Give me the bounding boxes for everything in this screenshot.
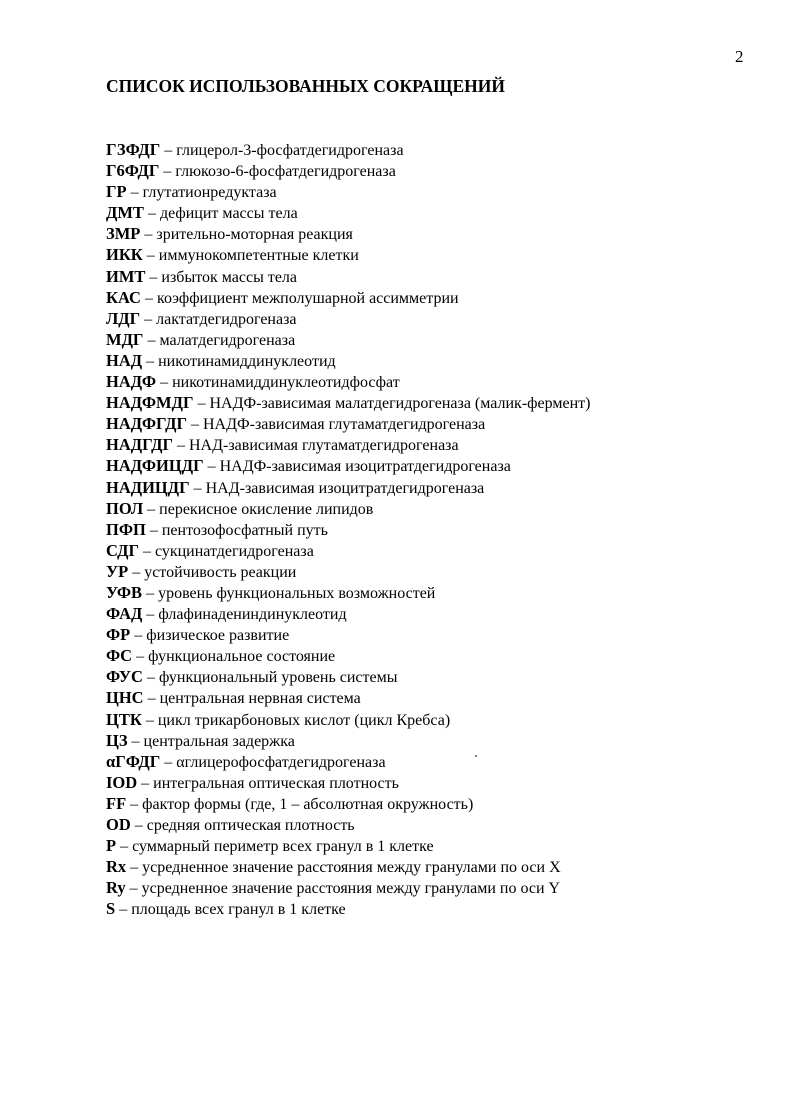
abbreviation-separator: –	[147, 690, 156, 708]
abbreviation-separator: –	[130, 184, 139, 202]
abbreviation-separator: –	[193, 479, 202, 497]
abbreviation-item	[106, 687, 776, 708]
abbreviation-item	[106, 244, 776, 265]
abbreviation-item	[106, 455, 776, 476]
abbreviation-separator: –	[149, 268, 158, 286]
abbreviation-separator: –	[160, 374, 169, 392]
page-number: 2	[735, 47, 744, 66]
abbreviation-definition: дефицит массы тела	[159, 205, 298, 223]
abbreviation-term: ФР	[106, 625, 131, 645]
abbreviation-term: УФВ	[106, 582, 143, 602]
abbreviation-separator: –	[129, 880, 138, 898]
abbreviation-separator: –	[147, 205, 156, 223]
abbreviation-separator: –	[119, 901, 128, 919]
abbreviation-separator: –	[144, 310, 153, 328]
abbreviation-definition: функциональный уровень системы	[158, 669, 398, 687]
abbreviation-separator: –	[132, 563, 141, 581]
abbreviation-item	[106, 603, 776, 624]
abbreviation-separator: –	[147, 331, 156, 349]
abbreviation-definition: функциональное состояние	[148, 648, 336, 666]
abbreviation-item	[106, 413, 776, 434]
abbreviation-item	[106, 519, 776, 540]
abbreviation-term: НАДФИЦДГ	[106, 456, 204, 476]
abbreviation-definition: пентозофосфатный путь	[161, 521, 328, 539]
abbreviation-item	[106, 498, 776, 519]
abbreviation-definition: усредненное значение расстояния между гранулами по оси Y	[141, 880, 561, 898]
abbreviation-separator: –	[134, 627, 143, 645]
abbreviation-definition: НАДФ-зависимая глутаматдегидрогеназа	[202, 416, 486, 434]
abbreviation-separator: –	[146, 669, 155, 687]
abbreviation-term: FF	[106, 793, 127, 813]
abbreviation-definition: зрительно-моторная реакция	[156, 226, 353, 244]
abbreviation-separator: –	[149, 521, 158, 539]
abbreviation-term: ЦТК	[106, 709, 142, 729]
abbreviation-definition: цикл трикарбоновых кислот (цикл Кребса)	[157, 711, 451, 729]
abbreviation-item	[106, 139, 776, 160]
abbreviation-separator: –	[130, 859, 139, 877]
abbreviation-item	[106, 287, 776, 308]
abbreviation-term: НАД	[106, 350, 143, 370]
abbreviation-term: СДГ	[106, 540, 139, 560]
abbreviation-term: ФС	[106, 646, 133, 666]
abbreviation-separator: –	[136, 648, 145, 666]
abbreviation-item	[106, 329, 776, 350]
abbreviation-term: НАДФ	[106, 372, 157, 392]
abbreviation-item	[106, 160, 776, 181]
abbreviation-item	[106, 371, 776, 392]
abbreviation-term: ЗМР	[106, 224, 141, 244]
abbreviation-item	[106, 561, 776, 582]
abbreviation-definition: малатдегидрогеназа	[159, 331, 296, 349]
abbreviation-term: ФУС	[106, 667, 143, 687]
abbreviation-separator: –	[197, 395, 206, 413]
scan-speck	[475, 755, 477, 757]
abbreviation-definition: избыток массы тела	[161, 268, 297, 286]
abbreviation-separator: –	[147, 500, 156, 518]
abbreviation-item	[106, 730, 776, 751]
abbreviation-separator: –	[144, 226, 153, 244]
abbreviation-term: ЦЗ	[106, 730, 128, 750]
abbreviation-definition: глюкозо-6-фосфатдегидрогеназа	[175, 163, 396, 181]
abbreviation-term: IOD	[106, 772, 138, 792]
abbreviation-definition: средняя оптическая плотность	[146, 817, 355, 834]
abbreviation-definition: перекисное окисление липидов	[159, 500, 374, 518]
abbreviation-separator: –	[141, 774, 150, 792]
abbreviation-definition: интегральная оптическая плотность	[153, 774, 399, 792]
abbreviation-definition: центральная нервная система	[159, 690, 361, 708]
abbreviation-separator: –	[164, 753, 173, 771]
abbreviation-item	[106, 350, 776, 371]
abbreviation-definition: фактор формы (где, 1 – абсолютная окружность)	[142, 795, 474, 813]
abbreviation-item	[106, 666, 776, 687]
abbreviation-item	[106, 898, 776, 919]
abbreviation-term: Г6ФДГ	[106, 161, 160, 181]
abbreviation-separator: –	[130, 795, 139, 813]
abbreviation-term: S	[106, 899, 116, 919]
abbreviation-item	[106, 266, 776, 287]
abbreviation-term: ФАД	[106, 604, 143, 624]
abbreviation-definition: физическое развитие	[146, 627, 290, 645]
abbreviation-term: НАДФМДГ	[106, 393, 194, 413]
abbreviation-item	[106, 392, 776, 413]
abbreviation-definition: суммарный периметр всех гранул в 1 клетке	[132, 838, 434, 856]
abbreviation-item	[106, 434, 776, 455]
abbreviation-item	[106, 582, 776, 603]
abbreviation-separator: –	[146, 247, 155, 265]
abbreviation-separator: –	[145, 711, 154, 729]
abbreviation-term: P	[106, 836, 117, 856]
page-title: СПИСОК ИСПОЛЬЗОВАННЫХ СОКРАЩЕНИЙ	[106, 76, 505, 96]
abbreviation-term: Rx	[106, 857, 127, 877]
abbreviation-definition: центральная задержка	[143, 732, 295, 750]
abbreviation-definition: устойчивость реакции	[144, 563, 297, 581]
abbreviation-definition: лактатдегидрогеназа	[156, 310, 297, 328]
abbreviation-definition: НАД-зависимая изоцитратдегидрогеназа	[205, 479, 485, 497]
abbreviation-separator: –	[207, 458, 216, 476]
abbreviation-definition: флафинадениндинуклеотид	[158, 606, 347, 624]
abbreviation-term: МДГ	[106, 329, 144, 349]
abbreviation-definition: коэффициент межполушарной ассимметрии	[156, 289, 459, 307]
abbreviation-term: αГФДГ	[106, 751, 161, 771]
abbreviation-item	[106, 877, 776, 898]
abbreviation-separator: –	[164, 142, 173, 159]
abbreviation-item	[106, 181, 776, 202]
abbreviation-item	[106, 540, 776, 561]
abbreviation-term: НАДФГДГ	[106, 414, 187, 434]
abbreviation-definition: αглицерофосфатдегидрогеназа	[176, 753, 386, 771]
abbreviation-definition: НАДФ-зависимая малатдегидрогеназа (малик-фермент)	[209, 395, 591, 413]
abbreviation-term: ИМТ	[106, 266, 146, 286]
abbreviation-term: Ry	[106, 878, 126, 898]
abbreviation-term: ПОЛ	[106, 498, 144, 518]
abbreviation-separator: –	[146, 584, 155, 602]
abbreviation-definition: иммунокомпетентные клетки	[158, 247, 359, 265]
abbreviation-definition: уровень функциональных возможностей	[158, 584, 436, 602]
abbreviation-term: ЦНС	[106, 688, 144, 708]
abbreviation-term: УР	[106, 561, 129, 581]
abbreviation-item	[106, 709, 776, 730]
abbreviation-separator: –	[190, 416, 199, 434]
abbreviation-item	[106, 645, 776, 666]
abbreviation-item	[106, 308, 776, 329]
abbreviation-item	[106, 772, 776, 793]
abbreviation-item	[106, 835, 776, 856]
abbreviation-definition: никотинамиддинуклеотидфосфат	[172, 374, 400, 392]
abbreviation-item	[106, 223, 776, 244]
abbreviation-separator: –	[144, 289, 153, 307]
abbreviation-item	[106, 814, 776, 835]
abbreviation-term: ЛДГ	[106, 308, 141, 328]
abbreviation-term: ПФП	[106, 519, 146, 539]
abbreviation-definition: НАД-зависимая глутаматдегидрогеназа	[189, 437, 459, 455]
abbreviation-separator: –	[134, 817, 143, 834]
abbreviation-term: НАДИЦДГ	[106, 477, 190, 497]
abbreviation-separator: –	[131, 732, 140, 750]
abbreviation-term: НАДГДГ	[106, 435, 173, 455]
abbreviation-separator: –	[163, 163, 172, 181]
abbreviation-item	[106, 751, 776, 772]
abbreviation-item	[106, 624, 776, 645]
abbreviation-list	[106, 139, 776, 919]
abbreviation-term: ИКК	[106, 245, 143, 265]
abbreviation-separator: –	[142, 542, 151, 560]
abbreviation-definition: никотинамиддинуклеотид	[158, 352, 336, 370]
abbreviation-separator: –	[146, 606, 155, 624]
abbreviation-definition: сукцинатдегидрогеназа	[154, 542, 314, 560]
abbreviation-item	[106, 202, 776, 223]
abbreviation-item	[106, 793, 776, 814]
abbreviation-definition: площадь всех гранул в 1 клетке	[131, 901, 346, 919]
abbreviation-term: КАС	[106, 287, 141, 307]
abbreviation-separator: –	[177, 437, 185, 455]
abbreviation-separator: –	[120, 838, 129, 856]
abbreviation-separator: –	[146, 352, 155, 370]
abbreviation-definition: глутатионредуктаза	[142, 184, 277, 202]
abbreviation-definition: НАДФ-зависимая изоцитратдегидрогеназа	[219, 458, 511, 476]
abbreviation-item	[106, 856, 776, 877]
abbreviation-term: ДМТ	[106, 203, 144, 223]
abbreviation-term: OD	[106, 815, 131, 834]
abbreviation-item	[106, 477, 776, 498]
abbreviation-definition: глицерол-3-фосфатдегидрогеназа	[176, 142, 404, 159]
abbreviation-definition: усредненное значение расстояния между гранулами по оси X	[142, 859, 561, 877]
abbreviation-term: ГЗФДГ	[106, 140, 161, 159]
abbreviation-term: ГР	[106, 182, 127, 202]
